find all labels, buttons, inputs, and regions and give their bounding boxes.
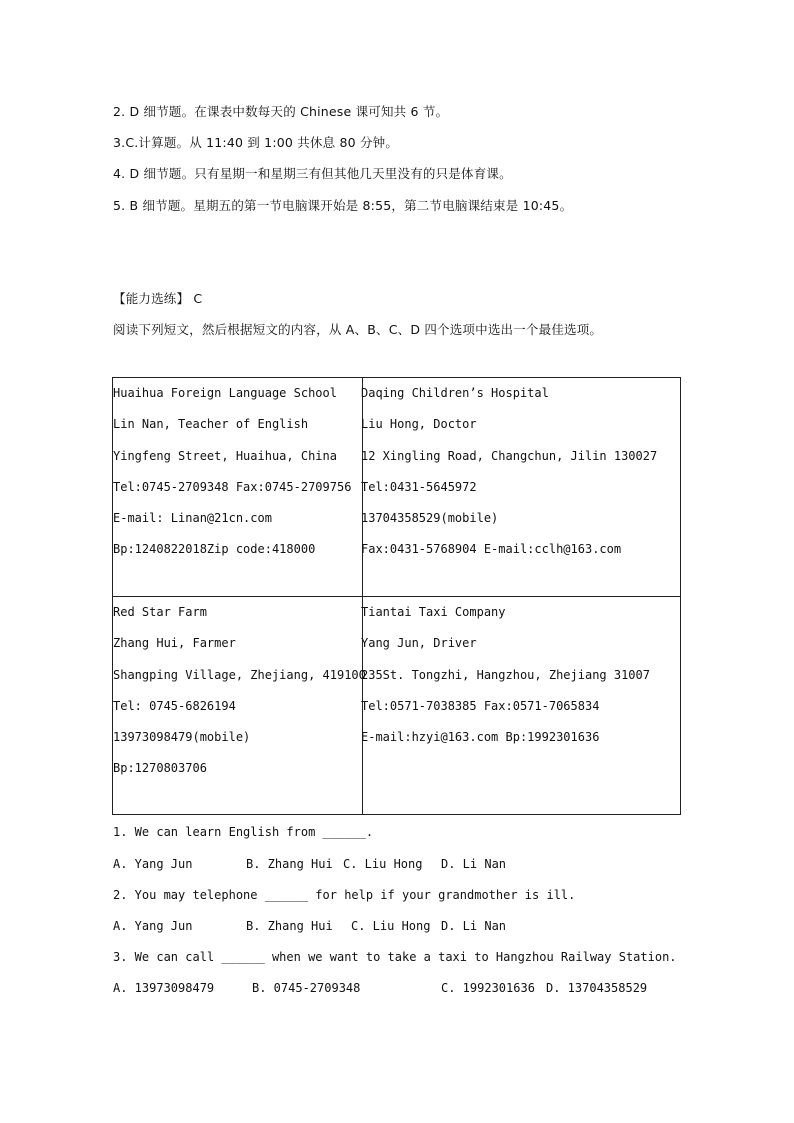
card-line: Fax:0431-5768904 E-mail:cclh@163.com (361, 542, 622, 556)
answer-line-3: 3.C.计算题。从 11:40 到 1:00 共休息 80 分钟。 (113, 135, 399, 150)
card-line: 13704358529(mobile) (361, 511, 499, 525)
question-1-option-b: B. Zhang Hui (246, 857, 333, 871)
card-line: Tel:0571-7038385 Fax:0571-7065834 (361, 699, 600, 713)
card-line: Tel:0745-2709348 Fax:0745-2709756 (113, 480, 352, 494)
card-line: Liu Hong, Doctor (361, 417, 477, 431)
table-divider-horizontal (113, 596, 680, 597)
card-line: Shangping Village, Zhejiang, 419100 (113, 668, 366, 682)
question-2-stem: 2. You may telephone ______ for help if your grandmother is ill. (113, 888, 576, 902)
card-line: Yang Jun, Driver (361, 636, 477, 650)
card-line: Zhang Hui, Farmer (113, 636, 236, 650)
question-1-option-d: D. Li Nan (441, 857, 507, 871)
question-2-option-c: C. Liu Hong (351, 919, 431, 933)
card-line: Tiantai Taxi Company (361, 605, 506, 619)
card-line: Yingfeng Street, Huaihua, China (113, 449, 337, 463)
instruction-text: 阅读下列短文，然后根据短文的内容，从 A、B、C、D 四个选项中选出一个最佳选项。 (113, 322, 603, 337)
answer-line-4: 4. D 细节题。只有星期一和星期三有但其他几天里没有的只是体育课。 (113, 166, 512, 181)
card-line: E-mail:hzyi@163.com Bp:1992301636 (361, 730, 600, 744)
card-line: Daqing Children’s Hospital (361, 386, 549, 400)
question-3-stem: 3. We can call ______ when we want to take a taxi to Hangzhou Railway Station. (113, 950, 677, 964)
card-line: 13973098479(mobile) (113, 730, 251, 744)
question-2-option-a: A. Yang Jun (113, 919, 193, 933)
card-line: 235St. Tongzhi, Hangzhou, Zhejiang 31007 (361, 668, 650, 682)
card-line: 12 Xingling Road, Changchun, Jilin 130027 (361, 449, 658, 463)
question-3-option-c: C. 1992301636 (441, 981, 535, 995)
question-2-option-b: B. Zhang Hui (246, 919, 333, 933)
question-1-option-c: C. Liu Hong (343, 857, 423, 871)
question-3-option-b: B. 0745-2709348 (252, 981, 361, 995)
question-3-option-a: A. 13973098479 (113, 981, 215, 995)
card-line: Lin Nan, Teacher of English (113, 417, 309, 431)
card-line: Tel: 0745-6826194 (113, 699, 236, 713)
answer-line-2: 2. D 细节题。在课表中数每天的 Chinese 课可知共 6 节。 (113, 104, 449, 119)
question-2-option-d: D. Li Nan (441, 919, 507, 933)
question-3-option-d: D. 13704358529 (546, 981, 648, 995)
question-1-stem: 1. We can learn English from ______. (113, 825, 374, 839)
card-line: Bp:1240822018Zip code:418000 (113, 542, 316, 556)
section-title: 【能力选练】 C (113, 291, 203, 306)
answer-line-5: 5. B 细节题。星期五的第一节电脑课开始是 8:55，第二节电脑课结束是 10:45。 (113, 198, 573, 213)
question-1-option-a: A. Yang Jun (113, 857, 193, 871)
card-line: E-mail: Linan@21cn.com (113, 511, 272, 525)
business-card-table (112, 377, 681, 815)
card-line: Bp:1270803706 (113, 761, 207, 775)
card-line: Tel:0431-5645972 (361, 480, 477, 494)
card-line: Red Star Farm (113, 605, 207, 619)
card-line: Huaihua Foreign Language School (113, 386, 337, 400)
